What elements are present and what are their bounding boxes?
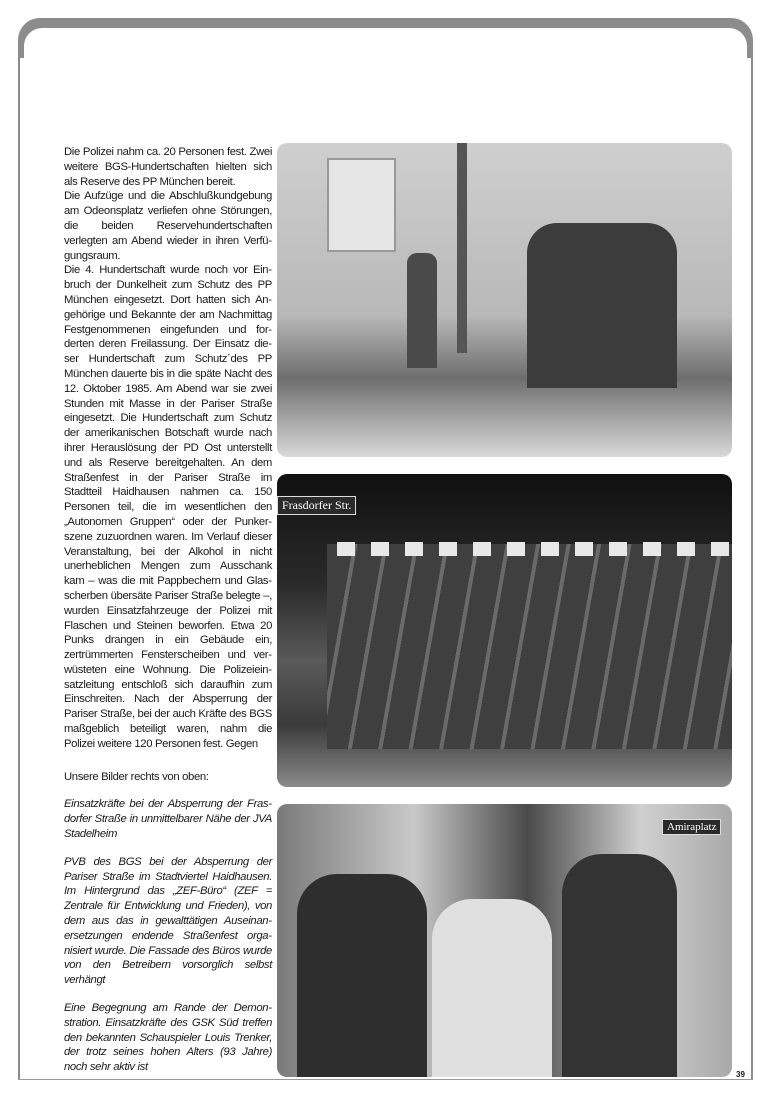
person bbox=[407, 253, 437, 368]
photo-meeting-luis-trenker bbox=[277, 804, 732, 1077]
paragraph: Die Polizei nahm ca. 20 Personen fest. Zwei weitere BGS-Hundertschaften hielten sich als Reserve des PP München bereit. bbox=[64, 146, 272, 188]
helmets bbox=[337, 542, 732, 556]
page-border-left bbox=[18, 40, 20, 1080]
shield-line bbox=[327, 544, 732, 749]
officer bbox=[562, 854, 677, 1077]
page-number: 39 bbox=[736, 1070, 745, 1079]
paragraph: Die 4. Hundertschaft wurde noch vor Einbruch der Dunkelheit zum Schutz des PP München eingesetzt. Dort hatten sich Angehörige und Bekannte der am Nachmittag Festgenommenen eingefunden und forderten deren Freilassung. Der Einsatz dieser Hundertschaft zum Schutz´des PP München dauerte bis in die späte Nacht des 12. Oktober 1985. Am Abend war sie zwei Stunden mit Masse in der Pariser Straße eingesetzt. Die Hundertschaft zum Schutz der amerikanischen Botschaft wurde nach ihrer Herauslösung der PD Ost unterstellt und als Reserve bereitgehalten. An dem Straßenfest in der Pariser Straße im Stadtteil Haidhausen nahmen ca. 150 Personen teil, die im wesentlichen den „Autonomen Gruppen“ oder der Punkerszene zuzuordnen waren. Im Verlauf dieser Veranstaltung, bei der Alkohol in nicht unerheblichen Mengen zum Ausschank kam – was die mit Pappbechern und Glasscherben übersäte Pariser Straße belegte –, wurden Einsatzfahrzeuge der Polizei mit Flaschen und Steinen beworfen. Etwa 20 Punks drangen in ein Gebäude ein, zertrümmerten Fensterscheiben und verwüsteten eine Wohnung. Die Polizeieinsatzleitung entschloß sich daraufhin zum Einschreiten. Nach der Absperrung der Pariser Straße, bei der auch Kräfte des BGS maßgeblich beteiligt waren, nahm die Polizei weitere 120 Personen fest. Gegen bbox=[64, 264, 272, 750]
caption-1: Einsatzkräfte bei der Absperrung der Frasdorfer Straße in unmittelbarer Nähe der JVA Stadelheim bbox=[64, 798, 272, 841]
pillar bbox=[457, 143, 467, 353]
man-in-light-coat bbox=[432, 899, 552, 1077]
caption-2: PVB des BGS bei der Absperrung der Pariser Straße im Stadtviertel Haidhausen. Im Hintergrund das „ZEF-Büro“ (ZEF = Zentrale für Entwicklung und Frieden), von dem aus das in gewalttätigen Auseinanersetzungen endende Straßenfest organisiert wurde. Die Fassade des Büros wurde von den Betreibern vorsorglich selbst verhängt bbox=[64, 855, 272, 987]
captions-intro: Unsere Bilder rechts von oben: bbox=[64, 770, 209, 783]
header-banner bbox=[18, 18, 753, 58]
officer bbox=[297, 874, 427, 1077]
police-group bbox=[527, 223, 677, 388]
page-border-right bbox=[751, 40, 753, 1080]
text-column bbox=[64, 145, 272, 1088]
street-sign: Amiraplatz bbox=[662, 819, 721, 835]
paragraph: Die Aufzüge und die Abschlußkundgebung am Odeonsplatz verliefen ohne Störungen, die beiden Reservehundertschaften verlegten am Abend wieder in ihren Verfügungsraum. bbox=[64, 190, 272, 262]
window bbox=[327, 158, 396, 252]
photo-police-at-building bbox=[277, 143, 732, 457]
caption-3: Eine Begegnung am Rande der Demonstration. Einsatzkräfte des GSK Süd treffen den bekannten Schauspieler Louis Trenker, der trotz seines hohen Alters (93 Jahre) noch sehr aktiv ist bbox=[64, 1002, 272, 1074]
photo-police-cordon bbox=[277, 474, 732, 787]
article-text bbox=[64, 145, 272, 752]
street-sign: Frasdorfer Str. bbox=[277, 496, 356, 515]
photo-captions bbox=[64, 770, 272, 1075]
